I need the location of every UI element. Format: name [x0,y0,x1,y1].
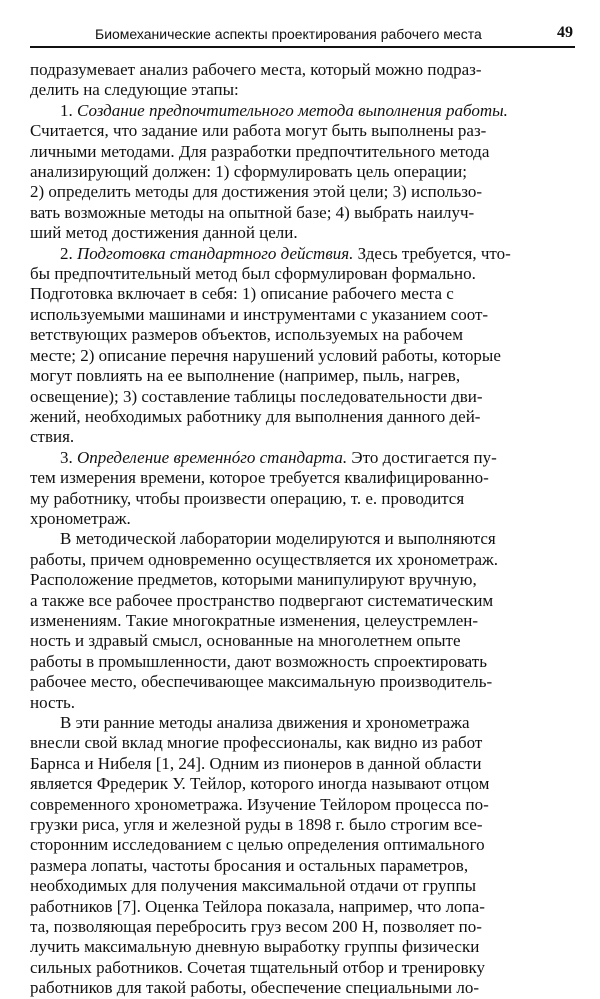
page-number: 49 [557,24,573,41]
text-line [30,101,575,121]
text-line [30,856,575,876]
text-line [30,652,575,672]
text-line [30,978,575,998]
text-line [30,468,575,488]
text-run: Считается, что задание или работа могут быть выполнены раз- [30,121,487,141]
text-run: ствия. [30,427,75,447]
text-line [30,897,575,917]
text-run: бы предпочтительный метод был сформулирован формально. [30,264,476,284]
text-line [30,366,575,386]
text-run: личными методами. Для разработки предпочтительного метода [30,141,490,161]
text-run: хронометраж. [30,508,131,528]
running-header-title: Биомеханические аспекты проектирования рабочего места [95,26,482,42]
text-run: вать возможные методы на опытной базе; 4) выбрать наилуч- [30,202,475,222]
text-line [30,795,575,815]
text-line [30,60,575,80]
text-run: освещение); 3) составление таблицы последовательности дви- [30,386,483,406]
text-run: 2. [60,243,77,263]
text-run: Это достигается пу- [347,447,497,467]
text-run: тем измерения времени, которое требуется квалифицированно- [30,468,489,488]
italic-heading: Создание предпочтительного метода выполнения работы. [77,100,508,120]
text-line [30,958,575,978]
text-run: сторонним исследованием с целью определения оптимального [30,835,485,855]
text-run: ность и здравый смысл, основанные на многолетнем опыте [30,631,461,651]
text-line [30,284,575,304]
text-line [30,713,575,733]
italic-heading: Подготовка стандартного действия. [77,243,354,263]
text-run: современного хронометража. Изучение Тейлором процесса по- [30,794,489,814]
text-run: му работнику, чтобы произвести операцию, т. е. проводится [30,488,465,508]
text-line [30,570,575,590]
text-run: работников [7]. Оценка Тейлора показала, например, что лопа- [30,896,485,916]
text-line [30,182,575,202]
text-line [30,774,575,794]
text-line [30,223,575,243]
text-line [30,264,575,284]
text-run: работы в промышленности, дают возможность спроектировать [30,651,487,671]
text-line [30,427,575,447]
text-line [30,672,575,692]
italic-heading: Определение временнóго стандарта. [77,447,348,467]
text-run: та, позволяющая перебросить груз весом 200 Н, позволяет по- [30,917,482,937]
text-line [30,835,575,855]
text-run: работников для такой работы, обеспечение специальными ло- [30,978,480,998]
text-run: ший метод достижения данной цели. [30,223,298,243]
text-line [30,325,575,345]
text-run: размера лопаты, частоты бросания и остальных параметров, [30,855,469,875]
text-run: лучить максимальную дневную выработку группы физически [30,937,480,957]
text-run: 1. [60,100,77,120]
text-line [30,754,575,774]
page-body-text [30,60,575,999]
text-run: а также все рабочее пространство подвергают систематическим [30,590,494,610]
text-line [30,876,575,896]
text-line [30,142,575,162]
text-run: внесли свой вклад многие профессионалы, как видно из работ [30,733,483,753]
text-run: рабочее место, обеспечивающее максимальную производитель- [30,672,493,692]
text-line [30,121,575,141]
text-run: могут повлиять на ее выполнение (например, пыль, нагрев, [30,366,461,386]
text-run: является Фредерик У. Тейлор, которого иногда называют отцом [30,774,490,794]
text-line [30,203,575,223]
text-run: подразумевает анализ рабочего места, который можно подраз- [30,60,482,79]
text-line [30,815,575,835]
text-line [30,529,575,549]
text-line [30,631,575,651]
text-run: жений, необходимых работнику для выполнения данного дей- [30,406,481,426]
text-line [30,591,575,611]
text-run: необходимых для получения максимальной отдачи от группы [30,876,477,896]
text-run: 3. [60,447,77,467]
text-run: делить на следующие этапы: [30,80,239,100]
text-run: В эти ранние методы анализа движения и хронометража [60,713,470,732]
text-run: 2) определить методы для достижения этой цели; 3) использо- [30,182,483,202]
text-line [30,162,575,182]
text-line [30,509,575,529]
text-line [30,693,575,713]
running-header [30,22,575,48]
text-line [30,346,575,366]
text-line [30,489,575,509]
text-run: В методической лаборатории моделируются и выполняются [60,529,496,549]
text-run: месте; 2) описание перечня нарушений условий работы, которые [30,345,501,365]
text-run: анализирующий должен: 1) сформулировать цель операции; [30,162,467,182]
text-run: ность. [30,692,75,712]
text-run: Подготовка включает в себя: 1) описание рабочего места с [30,284,454,304]
text-line [30,611,575,631]
text-line [30,937,575,957]
text-line [30,387,575,407]
text-run: грузки риса, угля и железной руды в 1898 г. было строгим все- [30,815,483,835]
text-line [30,917,575,937]
text-line [30,733,575,753]
text-run: Здесь требуется, что- [353,243,511,263]
text-run: Расположение предметов, которыми манипулируют вручную, [30,570,477,590]
text-line [30,305,575,325]
text-line [30,550,575,570]
text-line [30,80,575,100]
text-line [30,407,575,427]
text-run: работы, причем одновременно осуществляется их хронометраж. [30,549,498,569]
text-line [30,244,575,264]
text-run: используемыми машинами и инструментами с указанием соот- [30,304,489,324]
text-run: ветствующих размеров объектов, используемых на рабочем [30,325,463,345]
text-run: сильных работников. Сочетая тщательный отбор и тренировку [30,957,485,977]
text-line [30,448,575,468]
text-run: Барнса и Нибеля [1, 24]. Одним из пионеров в данной области [30,753,482,773]
text-run: изменениям. Такие многократные изменения, целеустремлен- [30,610,479,630]
